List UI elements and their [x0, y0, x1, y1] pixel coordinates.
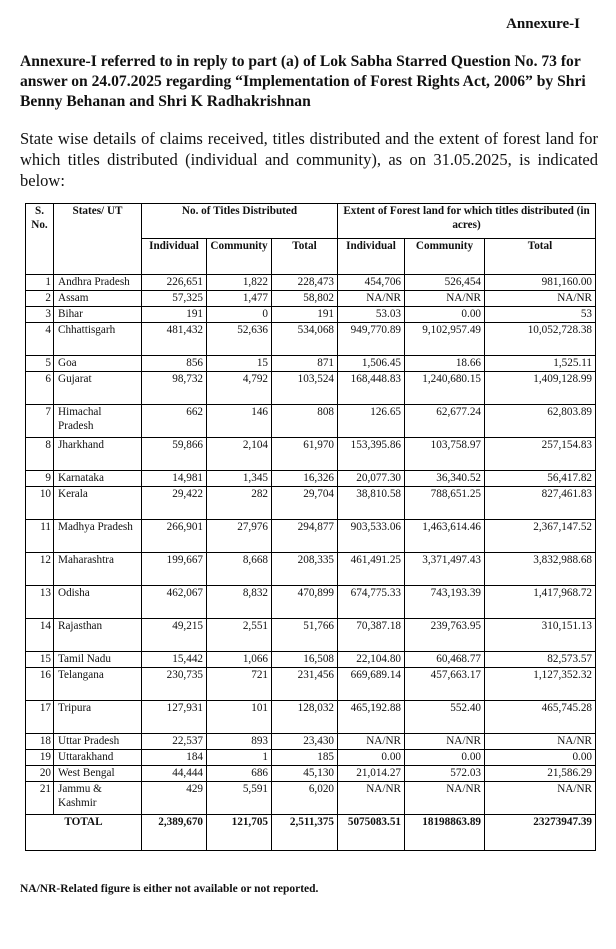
state-name: Gujarat: [54, 372, 142, 405]
table-row: [26, 782, 596, 815]
extent-total: 56,417.82: [485, 471, 596, 487]
state-name: Maharashtra: [54, 553, 142, 586]
table-row: [26, 438, 596, 471]
extent-individual: 20,077.30: [338, 471, 405, 487]
table-row: [26, 734, 596, 750]
extent-individual: NA/NR: [338, 734, 405, 750]
titles-total: 61,970: [272, 438, 338, 471]
serial-number: 11: [26, 520, 54, 553]
extent-individual: NA/NR: [338, 291, 405, 307]
titles-individual: 481,432: [142, 323, 207, 356]
titles-community: 686: [207, 766, 272, 782]
table-row: [26, 701, 596, 734]
extent-total: 827,461.83: [485, 487, 596, 520]
titles-community: 2,551: [207, 619, 272, 652]
titles-individual: 22,537: [142, 734, 207, 750]
header-extent-group: Extent of Forest land for which titles distributed (in acres): [338, 204, 596, 239]
state-name: Odisha: [54, 586, 142, 619]
titles-community: 1,822: [207, 275, 272, 291]
titles-total: 23,430: [272, 734, 338, 750]
extent-total: 257,154.83: [485, 438, 596, 471]
extent-community: 60,468.77: [405, 652, 485, 668]
serial-number: 7: [26, 405, 54, 438]
total-extent-total: 23273947.39: [485, 815, 596, 851]
header-state: States/ UT: [54, 204, 142, 275]
state-name: Assam: [54, 291, 142, 307]
extent-individual: 0.00: [338, 750, 405, 766]
titles-total: 6,020: [272, 782, 338, 815]
forest-rights-table: [25, 203, 596, 851]
total-titles-individual: 2,389,670: [142, 815, 207, 851]
table-row: [26, 405, 596, 438]
state-name: Uttar Pradesh: [54, 734, 142, 750]
extent-total: 310,151.13: [485, 619, 596, 652]
titles-total: 191: [272, 307, 338, 323]
titles-individual: 199,667: [142, 553, 207, 586]
serial-number: 17: [26, 701, 54, 734]
extent-community: NA/NR: [405, 782, 485, 815]
extent-community: 457,663.17: [405, 668, 485, 701]
extent-community: 743,193.39: [405, 586, 485, 619]
extent-individual: 669,689.14: [338, 668, 405, 701]
state-name: Rajasthan: [54, 619, 142, 652]
titles-community: 101: [207, 701, 272, 734]
total-extent-community: 18198863.89: [405, 815, 485, 851]
header-extent-community: Community: [405, 239, 485, 275]
intro-paragraph: State wise details of claims received, titles distributed and the extent of forest land for which titles distributed (individual and community), as on 31.05.2025, is indicated below:: [20, 129, 598, 190]
header-extent-total: Total: [485, 239, 596, 275]
titles-individual: 462,067: [142, 586, 207, 619]
titles-total: 29,704: [272, 487, 338, 520]
extent-individual: 465,192.88: [338, 701, 405, 734]
state-name: Tamil Nadu: [54, 652, 142, 668]
titles-total: 808: [272, 405, 338, 438]
table-row: [26, 750, 596, 766]
extent-total: 1,409,128.99: [485, 372, 596, 405]
extent-individual: 38,810.58: [338, 487, 405, 520]
serial-number: 21: [26, 782, 54, 815]
table-row: [26, 372, 596, 405]
extent-total: 82,573.57: [485, 652, 596, 668]
extent-community: 0.00: [405, 750, 485, 766]
titles-individual: 191: [142, 307, 207, 323]
serial-number: 6: [26, 372, 54, 405]
titles-individual: 662: [142, 405, 207, 438]
serial-number: 5: [26, 356, 54, 372]
serial-number: 18: [26, 734, 54, 750]
titles-individual: 59,866: [142, 438, 207, 471]
total-label: TOTAL: [26, 815, 142, 851]
table-row: [26, 356, 596, 372]
titles-community: 2,104: [207, 438, 272, 471]
titles-community: 8,832: [207, 586, 272, 619]
titles-community: 8,668: [207, 553, 272, 586]
titles-community: 1: [207, 750, 272, 766]
extent-individual: 903,533.06: [338, 520, 405, 553]
serial-number: 14: [26, 619, 54, 652]
extent-community: 103,758.97: [405, 438, 485, 471]
total-extent-individual: 5075083.51: [338, 815, 405, 851]
extent-individual: 674,775.33: [338, 586, 405, 619]
footnote: NA/NR-Related figure is either not available or not reported.: [20, 883, 319, 895]
state-name: Kerala: [54, 487, 142, 520]
extent-total: 1,127,352.32: [485, 668, 596, 701]
extent-community: 788,651.25: [405, 487, 485, 520]
titles-community: 1,477: [207, 291, 272, 307]
titles-total: 58,802: [272, 291, 338, 307]
titles-community: 893: [207, 734, 272, 750]
extent-individual: 70,387.18: [338, 619, 405, 652]
document-heading: Annexure-I referred to in reply to part (a) of Lok Sabha Starred Question No. 73 for answer on 24.07.2025 regarding “Implementation of Forest Rights Act, 2006” by Shri Benny Behanan and Shri K Radhakrishnan: [20, 53, 586, 110]
extent-total: 21,586.29: [485, 766, 596, 782]
titles-total: 16,326: [272, 471, 338, 487]
titles-community: 721: [207, 668, 272, 701]
total-titles-community: 121,705: [207, 815, 272, 851]
extent-individual: 1,506.45: [338, 356, 405, 372]
titles-total: 470,899: [272, 586, 338, 619]
table-row: [26, 487, 596, 520]
titles-individual: 429: [142, 782, 207, 815]
extent-community: NA/NR: [405, 291, 485, 307]
serial-number: 12: [26, 553, 54, 586]
state-name: Himachal Pradesh: [54, 405, 142, 438]
table-row: [26, 553, 596, 586]
titles-total: 871: [272, 356, 338, 372]
header-titles-group: No. of Titles Distributed: [142, 204, 338, 239]
annexure-label: Annexure-I: [506, 16, 580, 32]
extent-total: NA/NR: [485, 291, 596, 307]
titles-total: 103,524: [272, 372, 338, 405]
state-name: Madhya Pradesh: [54, 520, 142, 553]
serial-number: 1: [26, 275, 54, 291]
serial-number: 9: [26, 471, 54, 487]
extent-individual: 53.03: [338, 307, 405, 323]
serial-number: 4: [26, 323, 54, 356]
state-name: Jammu & Kashmir: [54, 782, 142, 815]
titles-individual: 57,325: [142, 291, 207, 307]
serial-number: 13: [26, 586, 54, 619]
titles-community: 15: [207, 356, 272, 372]
titles-individual: 14,981: [142, 471, 207, 487]
extent-total: 981,160.00: [485, 275, 596, 291]
table-row: [26, 619, 596, 652]
extent-total: 1,417,968.72: [485, 586, 596, 619]
serial-number: 10: [26, 487, 54, 520]
extent-total: 0.00: [485, 750, 596, 766]
state-name: Telangana: [54, 668, 142, 701]
extent-community: 9,102,957.49: [405, 323, 485, 356]
header-row-top: [26, 204, 596, 239]
extent-community: 1,240,680.15: [405, 372, 485, 405]
titles-community: 4,792: [207, 372, 272, 405]
table-body: [26, 275, 596, 851]
table-row: [26, 291, 596, 307]
table-row: [26, 520, 596, 553]
table-row: [26, 766, 596, 782]
extent-community: 18.66: [405, 356, 485, 372]
titles-community: 52,636: [207, 323, 272, 356]
titles-individual: 44,444: [142, 766, 207, 782]
header-sn: S. No.: [26, 204, 54, 275]
header-titles-total: Total: [272, 239, 338, 275]
extent-community: 572.03: [405, 766, 485, 782]
header-titles-community: Community: [207, 239, 272, 275]
titles-total: 128,032: [272, 701, 338, 734]
extent-individual: 153,395.86: [338, 438, 405, 471]
table-row: [26, 668, 596, 701]
extent-community: 239,763.95: [405, 619, 485, 652]
extent-community: 3,371,497.43: [405, 553, 485, 586]
extent-community: 0.00: [405, 307, 485, 323]
titles-individual: 226,651: [142, 275, 207, 291]
extent-community: 526,454: [405, 275, 485, 291]
extent-individual: 21,014.27: [338, 766, 405, 782]
titles-community: 1,066: [207, 652, 272, 668]
titles-individual: 49,215: [142, 619, 207, 652]
state-name: Uttarakhand: [54, 750, 142, 766]
titles-community: 0: [207, 307, 272, 323]
extent-total: NA/NR: [485, 734, 596, 750]
titles-individual: 15,442: [142, 652, 207, 668]
state-name: Goa: [54, 356, 142, 372]
state-name: Karnataka: [54, 471, 142, 487]
extent-community: 36,340.52: [405, 471, 485, 487]
titles-individual: 184: [142, 750, 207, 766]
extent-total: 62,803.89: [485, 405, 596, 438]
table-row: [26, 275, 596, 291]
table-row: [26, 586, 596, 619]
extent-total: 53: [485, 307, 596, 323]
state-name: Andhra Pradesh: [54, 275, 142, 291]
titles-total: 51,766: [272, 619, 338, 652]
titles-individual: 127,931: [142, 701, 207, 734]
total-titles-total: 2,511,375: [272, 815, 338, 851]
serial-number: 8: [26, 438, 54, 471]
extent-individual: 126.65: [338, 405, 405, 438]
serial-number: 2: [26, 291, 54, 307]
titles-total: 208,335: [272, 553, 338, 586]
table-row: [26, 471, 596, 487]
titles-total: 228,473: [272, 275, 338, 291]
titles-community: 5,591: [207, 782, 272, 815]
state-name: Chhattisgarh: [54, 323, 142, 356]
titles-total: 45,130: [272, 766, 338, 782]
extent-community: 1,463,614.46: [405, 520, 485, 553]
titles-total: 16,508: [272, 652, 338, 668]
header-extent-individual: Individual: [338, 239, 405, 275]
titles-total: 185: [272, 750, 338, 766]
titles-individual: 29,422: [142, 487, 207, 520]
titles-community: 27,976: [207, 520, 272, 553]
serial-number: 16: [26, 668, 54, 701]
extent-individual: 454,706: [338, 275, 405, 291]
extent-total: NA/NR: [485, 782, 596, 815]
serial-number: 3: [26, 307, 54, 323]
extent-community: NA/NR: [405, 734, 485, 750]
extent-individual: 22,104.80: [338, 652, 405, 668]
extent-total: 465,745.28: [485, 701, 596, 734]
extent-community: 62,677.24: [405, 405, 485, 438]
titles-community: 146: [207, 405, 272, 438]
extent-total: 10,052,728.38: [485, 323, 596, 356]
state-name: Tripura: [54, 701, 142, 734]
serial-number: 15: [26, 652, 54, 668]
state-name: Jharkhand: [54, 438, 142, 471]
extent-total: 1,525.11: [485, 356, 596, 372]
titles-individual: 266,901: [142, 520, 207, 553]
serial-number: 20: [26, 766, 54, 782]
total-row: [26, 815, 596, 851]
titles-total: 231,456: [272, 668, 338, 701]
extent-individual: 168,448.83: [338, 372, 405, 405]
extent-individual: 949,770.89: [338, 323, 405, 356]
titles-total: 294,877: [272, 520, 338, 553]
extent-community: 552.40: [405, 701, 485, 734]
titles-community: 282: [207, 487, 272, 520]
table-row: [26, 652, 596, 668]
table-row: [26, 307, 596, 323]
header-titles-individual: Individual: [142, 239, 207, 275]
titles-total: 534,068: [272, 323, 338, 356]
extent-individual: 461,491.25: [338, 553, 405, 586]
serial-number: 19: [26, 750, 54, 766]
titles-individual: 856: [142, 356, 207, 372]
table-row: [26, 323, 596, 356]
state-name: Bihar: [54, 307, 142, 323]
extent-individual: NA/NR: [338, 782, 405, 815]
extent-total: 3,832,988.68: [485, 553, 596, 586]
titles-community: 1,345: [207, 471, 272, 487]
extent-total: 2,367,147.52: [485, 520, 596, 553]
titles-individual: 230,735: [142, 668, 207, 701]
state-name: West Bengal: [54, 766, 142, 782]
titles-individual: 98,732: [142, 372, 207, 405]
